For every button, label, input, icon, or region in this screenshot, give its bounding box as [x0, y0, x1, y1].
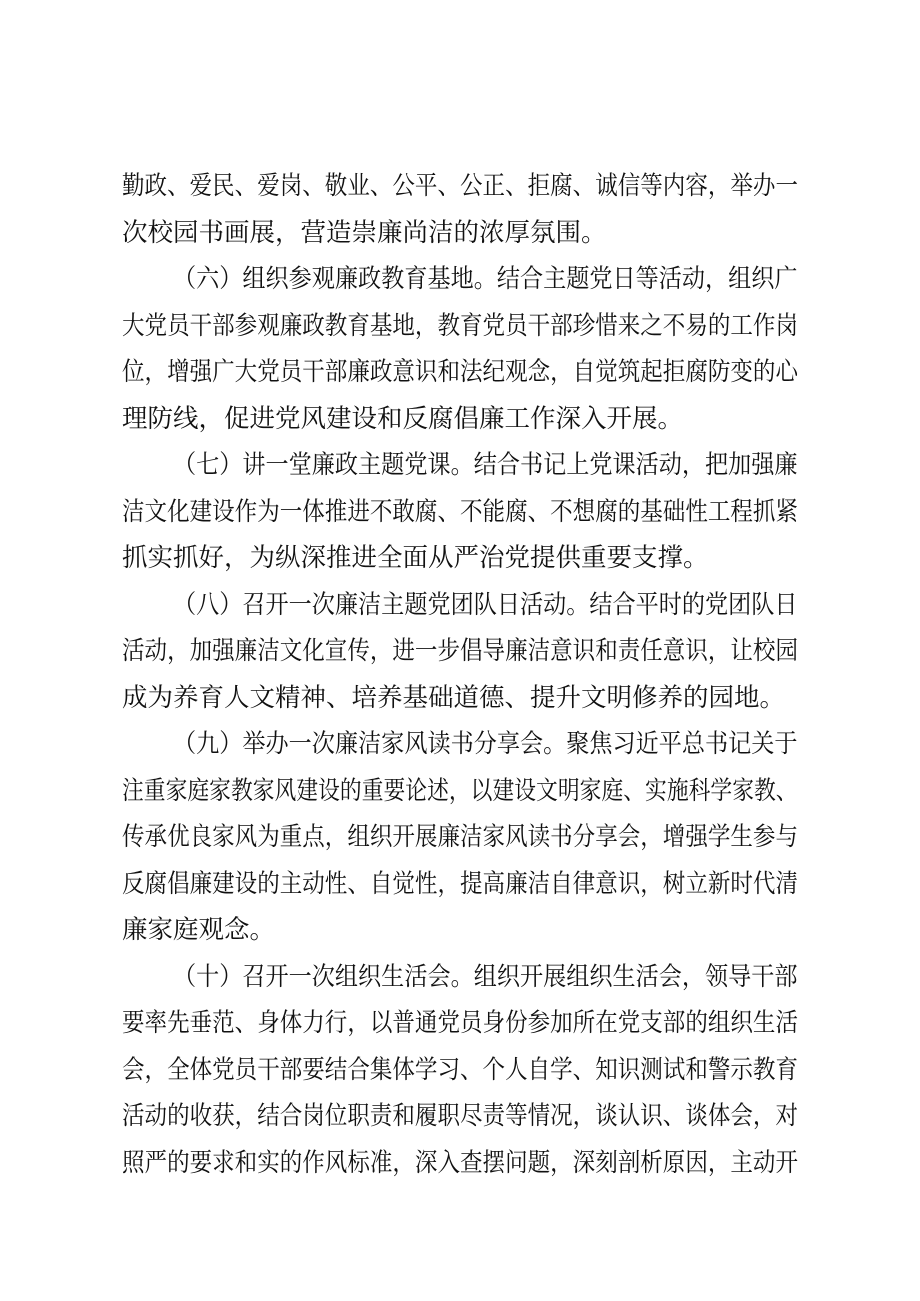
text-line: 会，全体党员干部要结合集体学习、个人自学、知识测试和警示教育 [122, 1055, 799, 1085]
text-line: 大党员干部参观廉政教育基地，教育党员干部珍惜来之不易的工作岗 [122, 311, 799, 341]
text-line: 位，增强广大党员干部廉政意识和法纪观念，自觉筑起拒腐防变的心 [122, 357, 799, 387]
paragraph-heading-line: （九）举办一次廉洁家风读书分享会。聚焦习近平总书记关于 [173, 729, 798, 759]
text-line: 廉家庭观念。 [122, 915, 276, 945]
paragraph-heading-line: （十）召开一次组织生活会。组织开展组织生活会，领导干部 [173, 962, 798, 992]
paragraph-heading-line: （六）组织参观廉政教育基地。结合主题党日等活动，组织广 [173, 264, 798, 294]
paragraph-heading-line: （八）召开一次廉洁主题党团队日活动。结合平时的党团队日 [173, 590, 798, 620]
text-line: 理防线，促进党风建设和反腐倡廉工作深入开展。 [122, 404, 684, 434]
text-line: 成为养育人文精神、培养基础道德、提升文明修养的园地。 [122, 683, 786, 713]
text-line: 传承优良家风为重点，组织开展廉洁家风读书分享会，增强学生参与 [122, 822, 799, 852]
text-line: 照严的要求和实的作风标准，深入查摆问题，深刻剖析原因，主动开 [122, 1148, 799, 1178]
text-line: 活动，加强廉洁文化宣传，进一步倡导廉洁意识和责任意识，让校园 [122, 636, 799, 666]
text-line: 要率先垂范、身体力行，以普通党员身份参加所在党支部的组织生活 [122, 1008, 799, 1038]
text-line: 活动的收获，结合岗位职责和履职尽责等情况，谈认识、谈体会，对 [122, 1101, 799, 1131]
text-line: 洁文化建设作为一体推进不敢腐、不能腐、不想腐的基础性工程抓紧 [122, 497, 799, 527]
text-line: 反腐倡廉建设的主动性、自觉性，提高廉洁自律意识，树立新时代清 [122, 869, 799, 899]
text-line: 次校园书画展，营造崇廉尚洁的浓厚氛围。 [122, 218, 607, 248]
text-line: 抓实抓好，为纵深推进全面从严治党提供重要支撑。 [122, 543, 709, 573]
text-line: 勤政、爱民、爱岗、敬业、公平、公正、拒腐、诚信等内容，举办一 [122, 171, 799, 201]
paragraph-heading-line: （七）讲一堂廉政主题党课。结合书记上党课活动，把加强廉 [173, 450, 798, 480]
text-line: 注重家庭家教家风建设的重要论述，以建设文明家庭、实施科学家教、 [122, 776, 798, 806]
